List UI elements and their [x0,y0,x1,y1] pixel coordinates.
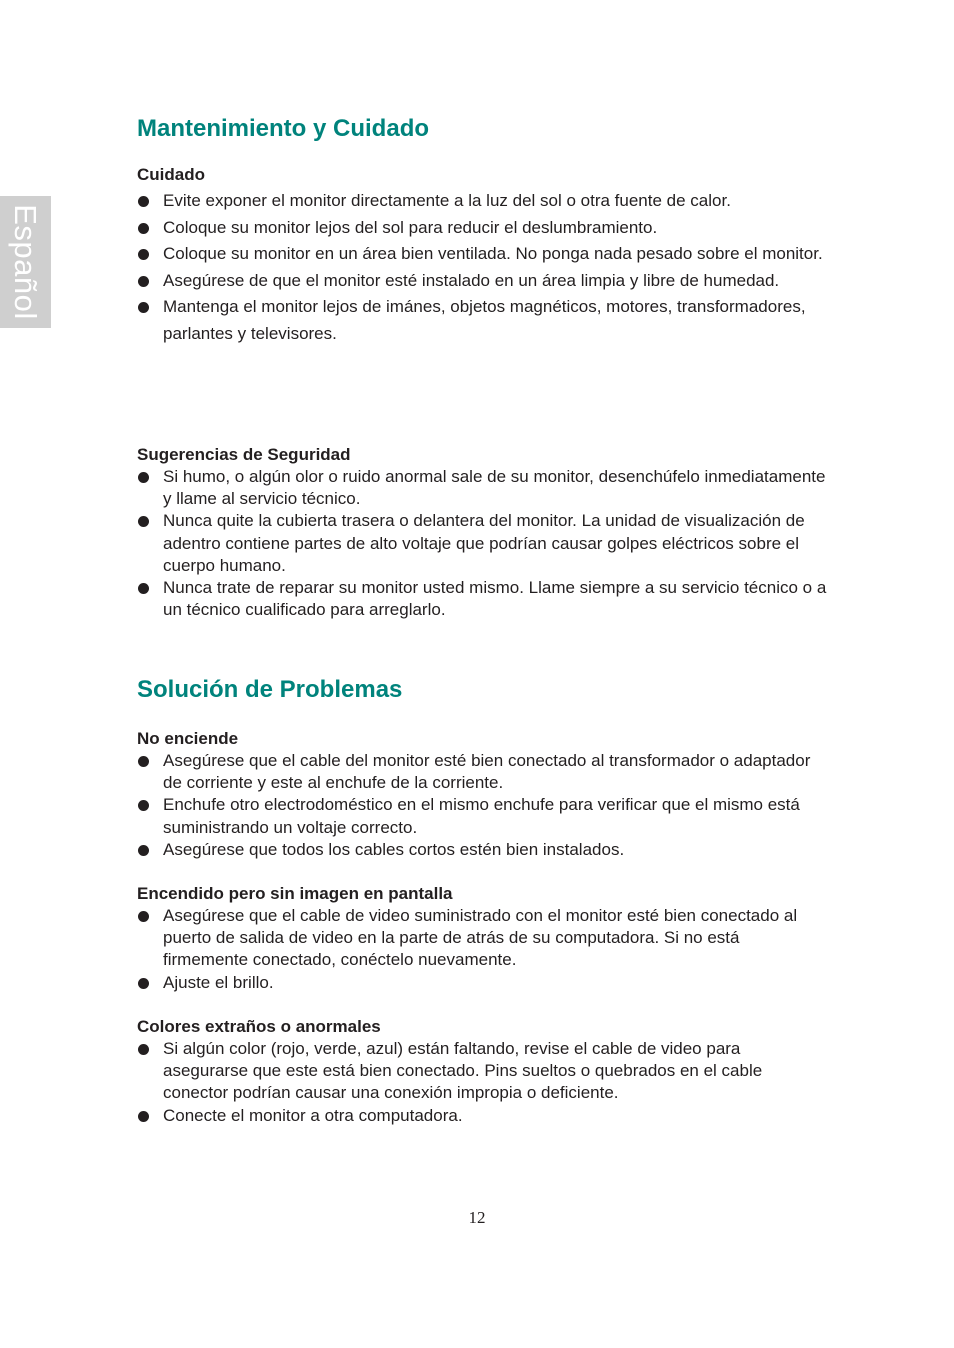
list-item-text: Asegúrese que todos los cables cortos estén bien instalados. [163,839,625,859]
bullet-icon [138,756,149,767]
maintenance-title: Mantenimiento y Cuidado [137,115,430,142]
safety-heading: Sugerencias de Seguridad [137,445,351,464]
no-power-heading: No enciende [137,729,239,748]
list-item-text: Asegúrese de que el monitor esté instalado en un área limpia y libre de humedad. [163,270,780,290]
language-side-tab [0,196,51,328]
care-list [137,188,827,347]
list-item [137,1038,827,1105]
troubleshooting-title: Solución de Problemas [137,676,403,703]
list-item-text: Asegúrese que el cable del monitor esté bien conectado al transformador o adaptador de corriente y este al enchufe de la corriente. [163,751,811,793]
bullet-icon [138,472,149,483]
bullet-icon [138,1111,149,1122]
care-heading: Cuidado [137,165,205,184]
list-item-text: Conecte el monitor a otra computadora. [163,1105,463,1125]
bullet-icon [138,911,149,922]
list-item [137,972,827,994]
list-item [137,268,827,295]
page-number: 12 [468,1208,486,1227]
bullet-icon [138,249,149,260]
list-item [137,794,827,838]
abnormal-colors-list [137,1038,827,1127]
list-item-text: Evite exponer el monitor directamente a la luz del sol o otra fuente de calor. [163,191,731,210]
list-item-text: Coloque su monitor en un área bien ventilada. No ponga nada pesado sobre el monitor. [163,244,823,263]
no-image-list [137,905,827,994]
list-item [137,905,827,972]
list-item-text: Nunca trate de reparar su monitor usted mismo. Llame siempre a su servicio técnico o a un técnico cualificado para arreglarlo. [163,578,827,620]
bullet-icon [138,302,149,313]
list-item-text: Ajuste el brillo. [163,972,274,992]
bullet-icon [138,516,149,527]
list-item-text: Asegúrese que el cable de video suministrado con el monitor esté bien conectado al puerto de salida de video en la parte de atrás de su computadora. Si no está firmemente conectado, conéctelo nuevamente. [163,906,798,970]
bullet-icon [138,845,149,856]
bullet-icon [138,800,149,811]
list-item-text: Coloque su monitor lejos del sol para reducir el deslumbramiento. [163,217,658,237]
language-tab-label: Español [8,204,43,320]
list-item-text: Enchufe otro electrodoméstico en el mismo enchufe para verificar que el mismo está suministrando un voltaje correcto. [163,795,800,837]
list-item [137,241,827,268]
no-power-list [137,750,827,861]
list-item-text: Nunca quite la cubierta trasera o delantera del monitor. La unidad de visualización de adentro contiene partes de alto voltaje que podrían causar golpes eléctricos sobre el cuerpo humano. [163,511,805,575]
list-item [137,215,827,242]
list-item [137,839,827,861]
list-item [137,188,827,215]
bullet-icon [138,223,149,234]
list-item [137,1105,827,1127]
list-item-text: Si humo, o algún olor o ruido anormal sale de su monitor, desenchúfelo inmediatamente y llame al servicio técnico. [163,467,826,509]
no-image-heading: Encendido pero sin imagen en pantalla [137,884,453,903]
list-item-text: Mantenga el monitor lejos de imánes, objetos magnéticos, motores, transformadores, parlantes y televisores. [163,297,806,343]
bullet-icon [138,276,149,287]
list-item-text: Si algún color (rojo, verde, azul) están faltando, revise el cable de video para asegurarse que este está bien conectado. Pins sueltos o quebrados en el cable conector podrían causar una conexión impropia o deficiente. [163,1039,763,1103]
list-item [137,294,827,347]
abnormal-colors-heading: Colores extraños o anormales [137,1017,381,1036]
bullet-icon [138,1044,149,1055]
safety-list [137,466,827,621]
bullet-icon [138,583,149,594]
bullet-icon [138,196,149,207]
list-item [137,750,827,794]
list-item [137,466,827,510]
list-item [137,577,827,621]
bullet-icon [138,978,149,989]
list-item [137,510,827,577]
